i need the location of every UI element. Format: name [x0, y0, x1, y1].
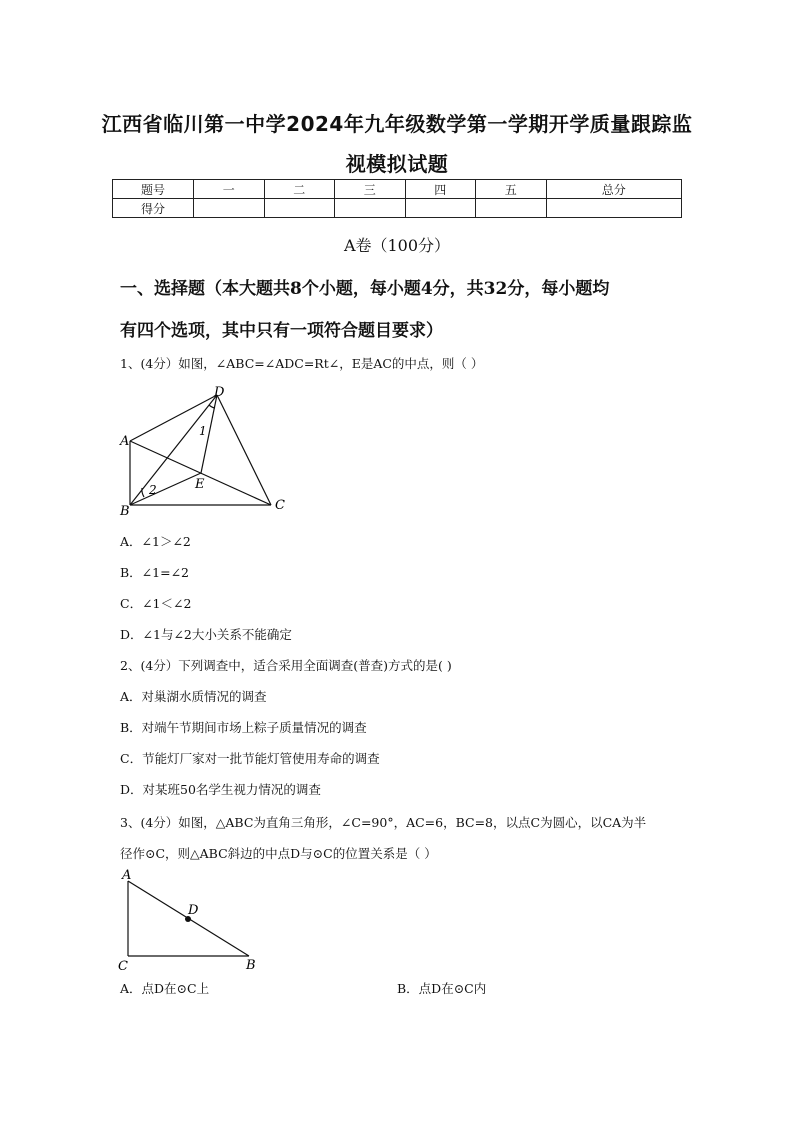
- q3-figure: [112, 864, 272, 976]
- label-D: D: [188, 903, 199, 918]
- label-C: C: [118, 959, 128, 974]
- cell-1: 一: [194, 180, 265, 199]
- score-table: [112, 179, 682, 218]
- title-line-1: 江西省临川第一中学2024年九年级数学第一学期开学质量跟踪监: [101, 112, 693, 136]
- q2-option-a[interactable]: A．对巢湖水质情况的调查: [120, 689, 267, 704]
- q3-stem-line1: 3、(4分）如图，△ABC为直角三角形，∠C=90°，AC=6，BC=8，以点C为圆心，以CA为半: [120, 815, 647, 830]
- cell-5: 五: [476, 180, 547, 199]
- label-A: A: [122, 868, 132, 883]
- score-input-2[interactable]: [264, 199, 335, 218]
- part1-heading-line2: 有四个选项，其中只有一项符合题目要求）: [120, 321, 443, 341]
- score-table-score-row: [113, 199, 682, 218]
- cell-score-label: 得分: [113, 199, 194, 218]
- q1-stem: 1、(4分）如图，∠ABC=∠ADC=Rt∠，E是AC的中点，则（ ）: [120, 356, 484, 371]
- q1-option-a[interactable]: A．∠1＞∠2: [120, 534, 191, 549]
- label-E: E: [195, 477, 205, 492]
- q2-stem: 2、(4分）下列调查中，适合采用全面调查(普查)方式的是( ): [120, 658, 452, 673]
- q2-option-d[interactable]: D．对某班50名学生视力情况的调查: [120, 782, 321, 797]
- q1-option-b[interactable]: B．∠1=∠2: [120, 565, 190, 580]
- q3-option-a[interactable]: A．点D在⊙C上: [120, 981, 210, 996]
- label-A: A: [120, 434, 130, 449]
- label-B: B: [120, 504, 130, 519]
- q1-figure: [110, 384, 295, 519]
- section-a-heading: A卷（100分）: [343, 236, 451, 255]
- label-angle-1: 1: [199, 424, 207, 438]
- score-table-header-row: [113, 180, 682, 199]
- q2-option-b[interactable]: B．对端午节期间市场上粽子质量情况的调查: [120, 720, 367, 735]
- cell-4: 四: [405, 180, 476, 199]
- q1-option-d[interactable]: D．∠1与∠2大小关系不能确定: [120, 627, 292, 642]
- cell-2: 二: [264, 180, 335, 199]
- score-input-1[interactable]: [194, 199, 265, 218]
- score-input-3[interactable]: [335, 199, 406, 218]
- cell-3: 三: [335, 180, 406, 199]
- score-input-4[interactable]: [405, 199, 476, 218]
- q3-stem-line2: 径作⊙C，则△ABC斜边的中点D与⊙C的位置关系是（ ）: [120, 846, 437, 861]
- score-input-total[interactable]: [546, 199, 682, 218]
- title-line-2: 视模拟试题: [345, 152, 449, 176]
- label-B: B: [246, 958, 256, 973]
- q3-option-b[interactable]: B．点D在⊙C内: [397, 981, 487, 996]
- segment-BE: [130, 473, 201, 505]
- cell-label: 题号: [113, 180, 194, 199]
- score-input-5[interactable]: [476, 199, 547, 218]
- label-C: C: [275, 498, 285, 513]
- cell-total: 总分: [546, 180, 682, 199]
- segment-DC: [217, 395, 271, 505]
- label-D: D: [214, 385, 225, 400]
- part1-heading-line1: 一、选择题（本大题共8个小题，每小题4分，共32分，每小题均: [120, 279, 610, 299]
- label-angle-2: 2: [149, 483, 157, 497]
- q1-option-c[interactable]: C．∠1＜∠2: [120, 596, 192, 611]
- q2-option-c[interactable]: C．节能灯厂家对一批节能灯管使用寿命的调查: [120, 751, 380, 766]
